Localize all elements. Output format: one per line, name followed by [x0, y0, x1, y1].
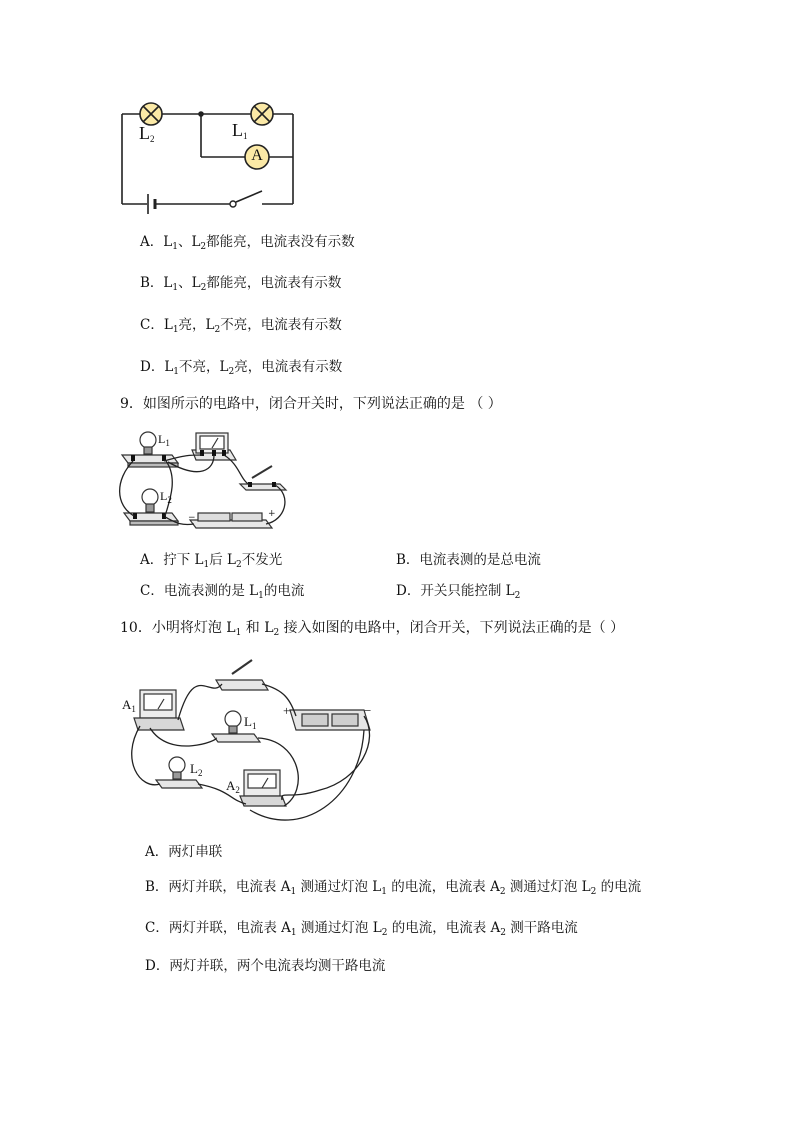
text: 的电流，电流表 A — [387, 879, 500, 895]
q10-physical-circuit-figure — [0, 0, 794, 200]
text: 两灯串联 — [168, 844, 223, 860]
letter: A — [226, 778, 236, 793]
q10-stem — [120, 619, 624, 637]
sub: 1 — [172, 242, 178, 252]
text: 电流表测的是 L — [163, 583, 259, 599]
option-key: D． — [145, 958, 170, 974]
option-key: C． — [140, 583, 164, 599]
option-key: C． — [140, 317, 164, 333]
option-key: D． — [396, 583, 421, 599]
text: 都能亮，电流表没有示数 — [206, 234, 355, 250]
sub: 1 — [173, 367, 180, 377]
sub: 1 — [290, 887, 297, 897]
text: 电流表测的是总电流 — [419, 552, 541, 568]
sub: 1 — [290, 928, 297, 938]
sub: 2 — [499, 887, 506, 897]
sub: 2 — [514, 591, 521, 601]
text: 不发光 — [241, 552, 283, 568]
text: 亮，L — [178, 317, 215, 333]
q10-fig-label-a2 — [226, 778, 240, 794]
q8-option-c[interactable] — [140, 316, 342, 334]
text: 的电流 — [263, 583, 305, 599]
battery-plus-label: + — [283, 703, 291, 718]
sub: 2 — [590, 887, 597, 897]
text: 的电流 — [596, 879, 642, 895]
q10-fig-label-a1 — [122, 697, 136, 713]
q8-option-b[interactable] — [140, 274, 341, 292]
text: 10．小明将灯泡 L — [120, 620, 236, 636]
q10-option-a[interactable] — [145, 843, 222, 861]
sub: 1 — [235, 628, 242, 638]
text: 的电流，电流表 A — [387, 920, 501, 936]
letter: L — [190, 761, 198, 776]
q8-option-d[interactable] — [140, 358, 342, 376]
q9-option-c[interactable] — [140, 582, 304, 600]
fig8-ammeter-label: A — [251, 147, 263, 164]
text: 、L — [177, 234, 201, 250]
option-key: D． — [140, 359, 165, 375]
letter: L — [160, 489, 168, 503]
battery-minus-label: − — [364, 703, 372, 718]
option-key: A． — [140, 552, 164, 568]
fig8-l1-letter: L — [232, 120, 243, 140]
sub: 2 — [235, 785, 240, 795]
text: 不亮，L — [179, 359, 229, 375]
sub: 1 — [131, 704, 136, 714]
sub: 2 — [228, 367, 235, 377]
svg-text:+: + — [268, 509, 276, 519]
text: L — [163, 275, 173, 291]
sub: 2 — [197, 768, 203, 778]
option-key: B． — [145, 879, 169, 895]
option-key: A． — [145, 844, 169, 860]
sub: 2 — [214, 325, 221, 335]
sub: 2 — [381, 928, 388, 938]
q9-option-d[interactable] — [396, 582, 520, 600]
sub: 1 — [165, 438, 170, 448]
sub: 1 — [172, 325, 179, 335]
fig8-l1-sub: 1 — [243, 131, 248, 141]
q9-stem: 9．如图所示的电路中，闭合开关时，下列说法正确的是 （ ） — [120, 396, 502, 412]
text: 接入如图的电路中，闭合开关，下列说法正确的是（ ） — [279, 620, 625, 636]
text: L — [164, 359, 174, 375]
option-key: B． — [140, 275, 164, 291]
letter: L — [158, 432, 166, 446]
q10-option-b[interactable] — [145, 878, 641, 896]
sub: 1 — [203, 560, 210, 570]
text: 测通过灯泡 L — [296, 879, 382, 895]
sub: 2 — [167, 495, 172, 505]
option-key: B． — [396, 552, 420, 568]
fig8-l2-letter: L — [139, 123, 150, 143]
sub: 1 — [172, 283, 179, 293]
text: 测通过灯泡 L — [296, 920, 382, 936]
q10-fig-label-l1 — [244, 714, 256, 730]
option-key: A． — [140, 234, 164, 250]
text: L — [163, 317, 173, 333]
text: 、L — [178, 275, 201, 291]
sub: 2 — [500, 928, 506, 938]
q8-option-a[interactable] — [140, 233, 355, 251]
sub: 2 — [200, 283, 207, 293]
text: 都能亮，电流表有示数 — [206, 275, 342, 291]
q9-option-a[interactable] — [140, 551, 282, 569]
text: L — [163, 234, 173, 250]
q9-fig-label-l1 — [158, 432, 170, 447]
option-key: C． — [145, 920, 169, 936]
text: 开关只能控制 L — [420, 583, 515, 599]
q10-option-c[interactable] — [145, 919, 578, 937]
q9-fig-label-l2 — [160, 489, 172, 504]
text: 两灯并联，电流表 A — [168, 920, 291, 936]
text: 两灯并联，两个电流表均测干路电流 — [169, 958, 386, 974]
q10-option-d[interactable] — [145, 957, 385, 975]
q10-fig-label-l2 — [190, 761, 202, 777]
letter: L — [244, 714, 252, 729]
sub: 1 — [258, 591, 264, 601]
sub: 1 — [251, 721, 257, 731]
text: 和 L — [241, 620, 274, 636]
text: 不亮，电流表有示数 — [220, 317, 342, 333]
text: 测干路电流 — [506, 920, 578, 936]
text: 测通过灯泡 L — [505, 879, 591, 895]
text: 亮，电流表有示数 — [234, 359, 343, 375]
q9-option-b[interactable] — [396, 551, 541, 569]
sub: 2 — [273, 628, 280, 638]
letter: A — [122, 697, 132, 712]
fig8-l2-sub: 2 — [150, 134, 155, 144]
svg-text:−: − — [188, 513, 196, 523]
text: 拧下 L — [163, 552, 204, 568]
text: 后 L — [209, 552, 237, 568]
sub: 1 — [381, 887, 387, 897]
text: 两灯并联，电流表 A — [168, 879, 291, 895]
sub: 2 — [200, 242, 207, 252]
sub: 2 — [236, 560, 242, 570]
